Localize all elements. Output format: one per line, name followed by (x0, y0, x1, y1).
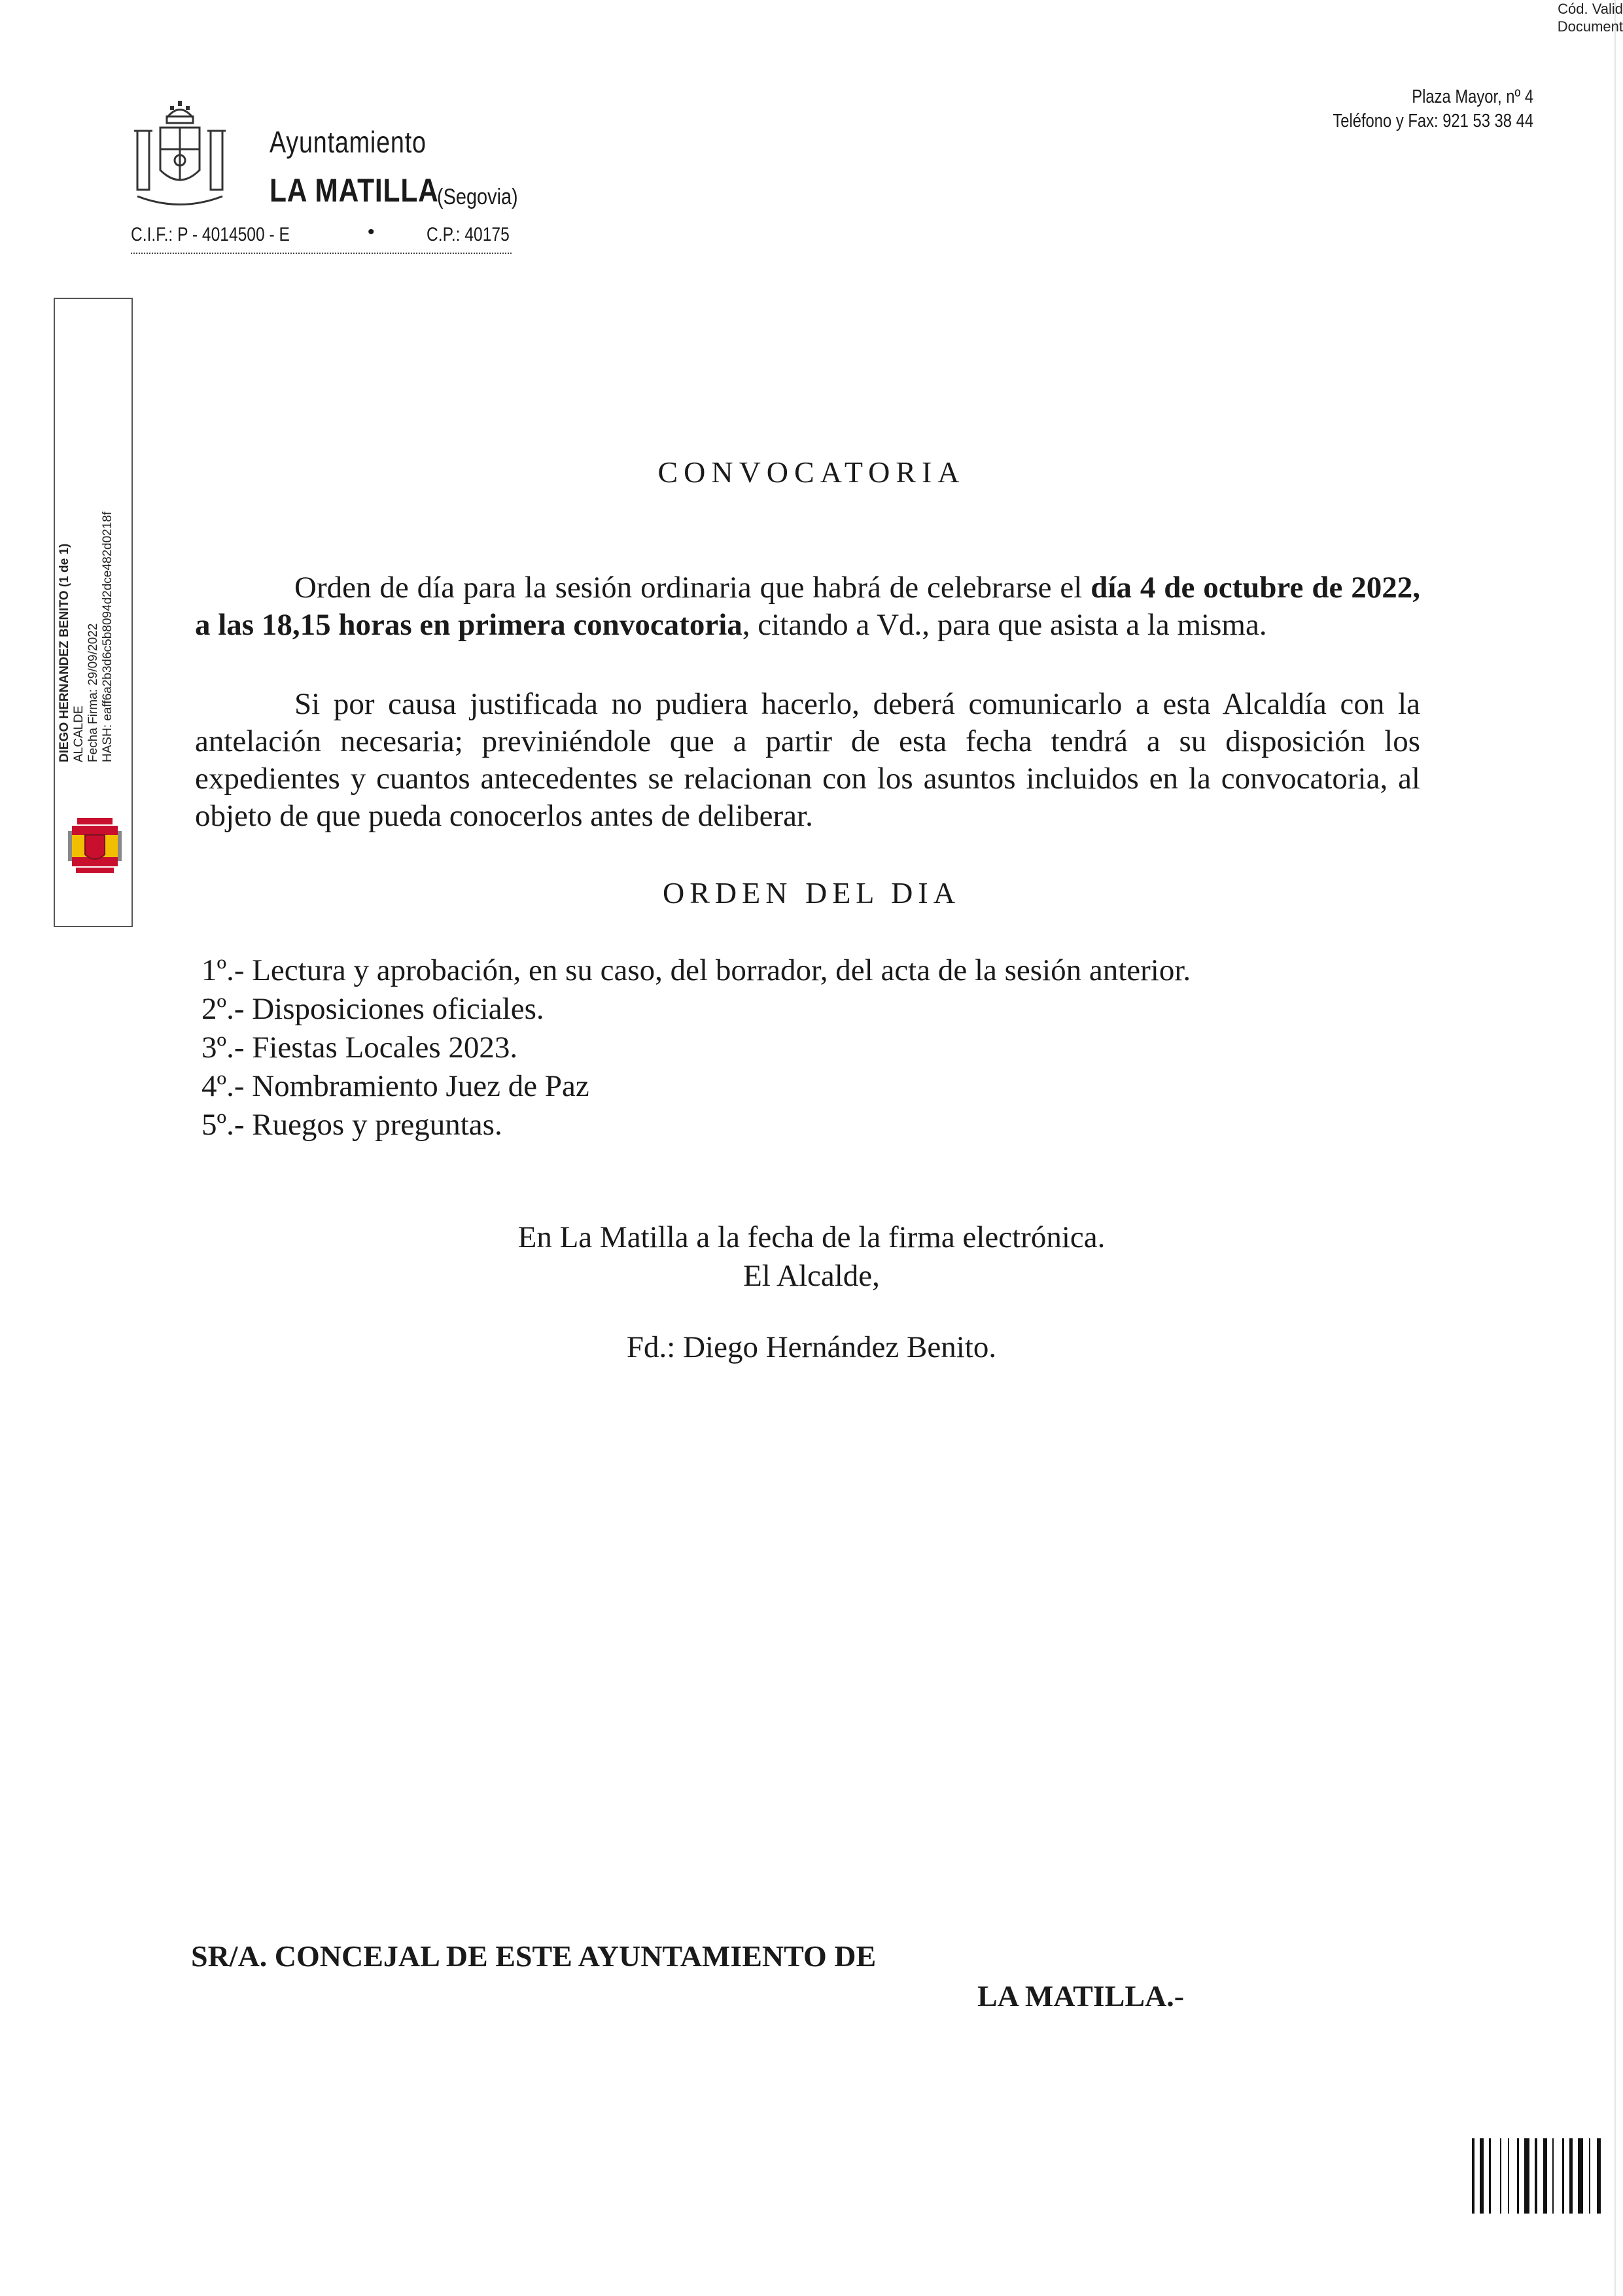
letterhead-rule (131, 253, 512, 254)
validation-code-label (1558, 0, 1623, 35)
ayuntamiento-label: Ayuntamiento (270, 125, 427, 159)
document-title: CONVOCATORIA (657, 455, 966, 489)
order-of-day-list (201, 951, 1191, 1144)
validation-line-2: Document (1557, 18, 1623, 35)
order-item: 5º.- Ruegos y preguntas. (201, 1108, 502, 1142)
order-item: 4º.- Nombramiento Juez de Paz (201, 1069, 589, 1103)
signer-name: DIEGO HERNANDEZ BENITO (1 de 1) (58, 543, 71, 762)
cif-label: C.I.F.: P - 4014500 - E (131, 224, 290, 245)
barcode-icon (1472, 2138, 1623, 2214)
closing-line-1: En La Matilla a la fecha de la firma electrónica. (517, 1220, 1106, 1254)
postal-code-label: C.P.: 40175 (427, 224, 510, 245)
recipient-line-1: SR/A. CONCEJAL DE ESTE AYUNTAMIENTO DE (191, 1939, 877, 1973)
recipient-line-2: LA MATILLA.- (977, 1979, 1185, 2013)
province-label: (Segovia) (437, 185, 518, 209)
session-date-time: día 4 de octubre de 2022, a las 18,15 horas en primera convocatoria (195, 571, 1420, 642)
paragraph-notice: Si por causa justificada no pudiera hacerlo, deberá comunicarlo a esta Alcaldía con la antelación necesaria; previniéndole que a partir de esta fecha tendrá a su disposición los expedientes y cuantos antecedentes se relacionan con los asuntos incluidos en la convocatoria, al objeto de que pueda conocerlos antes de deliberar. (195, 687, 1420, 833)
spanish-coat-of-arms-icon (131, 98, 229, 213)
address-line-2: Teléfono y Fax: 921 53 38 44 (1333, 111, 1533, 132)
paragraph-convocation (195, 569, 1420, 644)
spanish-flag-shield-icon (65, 811, 124, 880)
signature-hash: HASH: eaff6a2b3d6c5b8094d2dce482d0218f (101, 511, 114, 762)
signature-date: Fecha Firma: 29/09/2022 (86, 623, 100, 762)
validation-line-1: Cód. Valid (1558, 1, 1623, 17)
signer-role: ALCALDE (72, 705, 86, 762)
paragraph-1-intro: Orden de día para la sesión ordinaria que habrá de celebrarse el (294, 571, 1091, 605)
paragraph-1-end: , citando a Vd., para que asista a la misma. (742, 608, 1267, 642)
page-edge-line (1614, 0, 1616, 2296)
signature-stamp-text (58, 512, 115, 762)
address-block (1289, 85, 1533, 133)
order-of-day-title: ORDEN DEL DIA (663, 876, 960, 910)
closing-block (0, 1218, 1623, 1296)
signed-by: Fd.: Diego Hernández Benito. (626, 1330, 997, 1364)
town-name: LA MATILLA (270, 172, 439, 209)
closing-line-2: El Alcalde, (743, 1259, 880, 1293)
order-item: 2º.- Disposiciones oficiales. (201, 992, 544, 1026)
order-item: 1º.- Lectura y aprobación, en su caso, del borrador, del acta de la sesión anterior. (201, 953, 1191, 987)
address-line-1: Plaza Mayor, nº 4 (1412, 86, 1533, 107)
separator-dot: • (368, 221, 375, 243)
order-item: 3º.- Fiestas Locales 2023. (201, 1031, 518, 1065)
